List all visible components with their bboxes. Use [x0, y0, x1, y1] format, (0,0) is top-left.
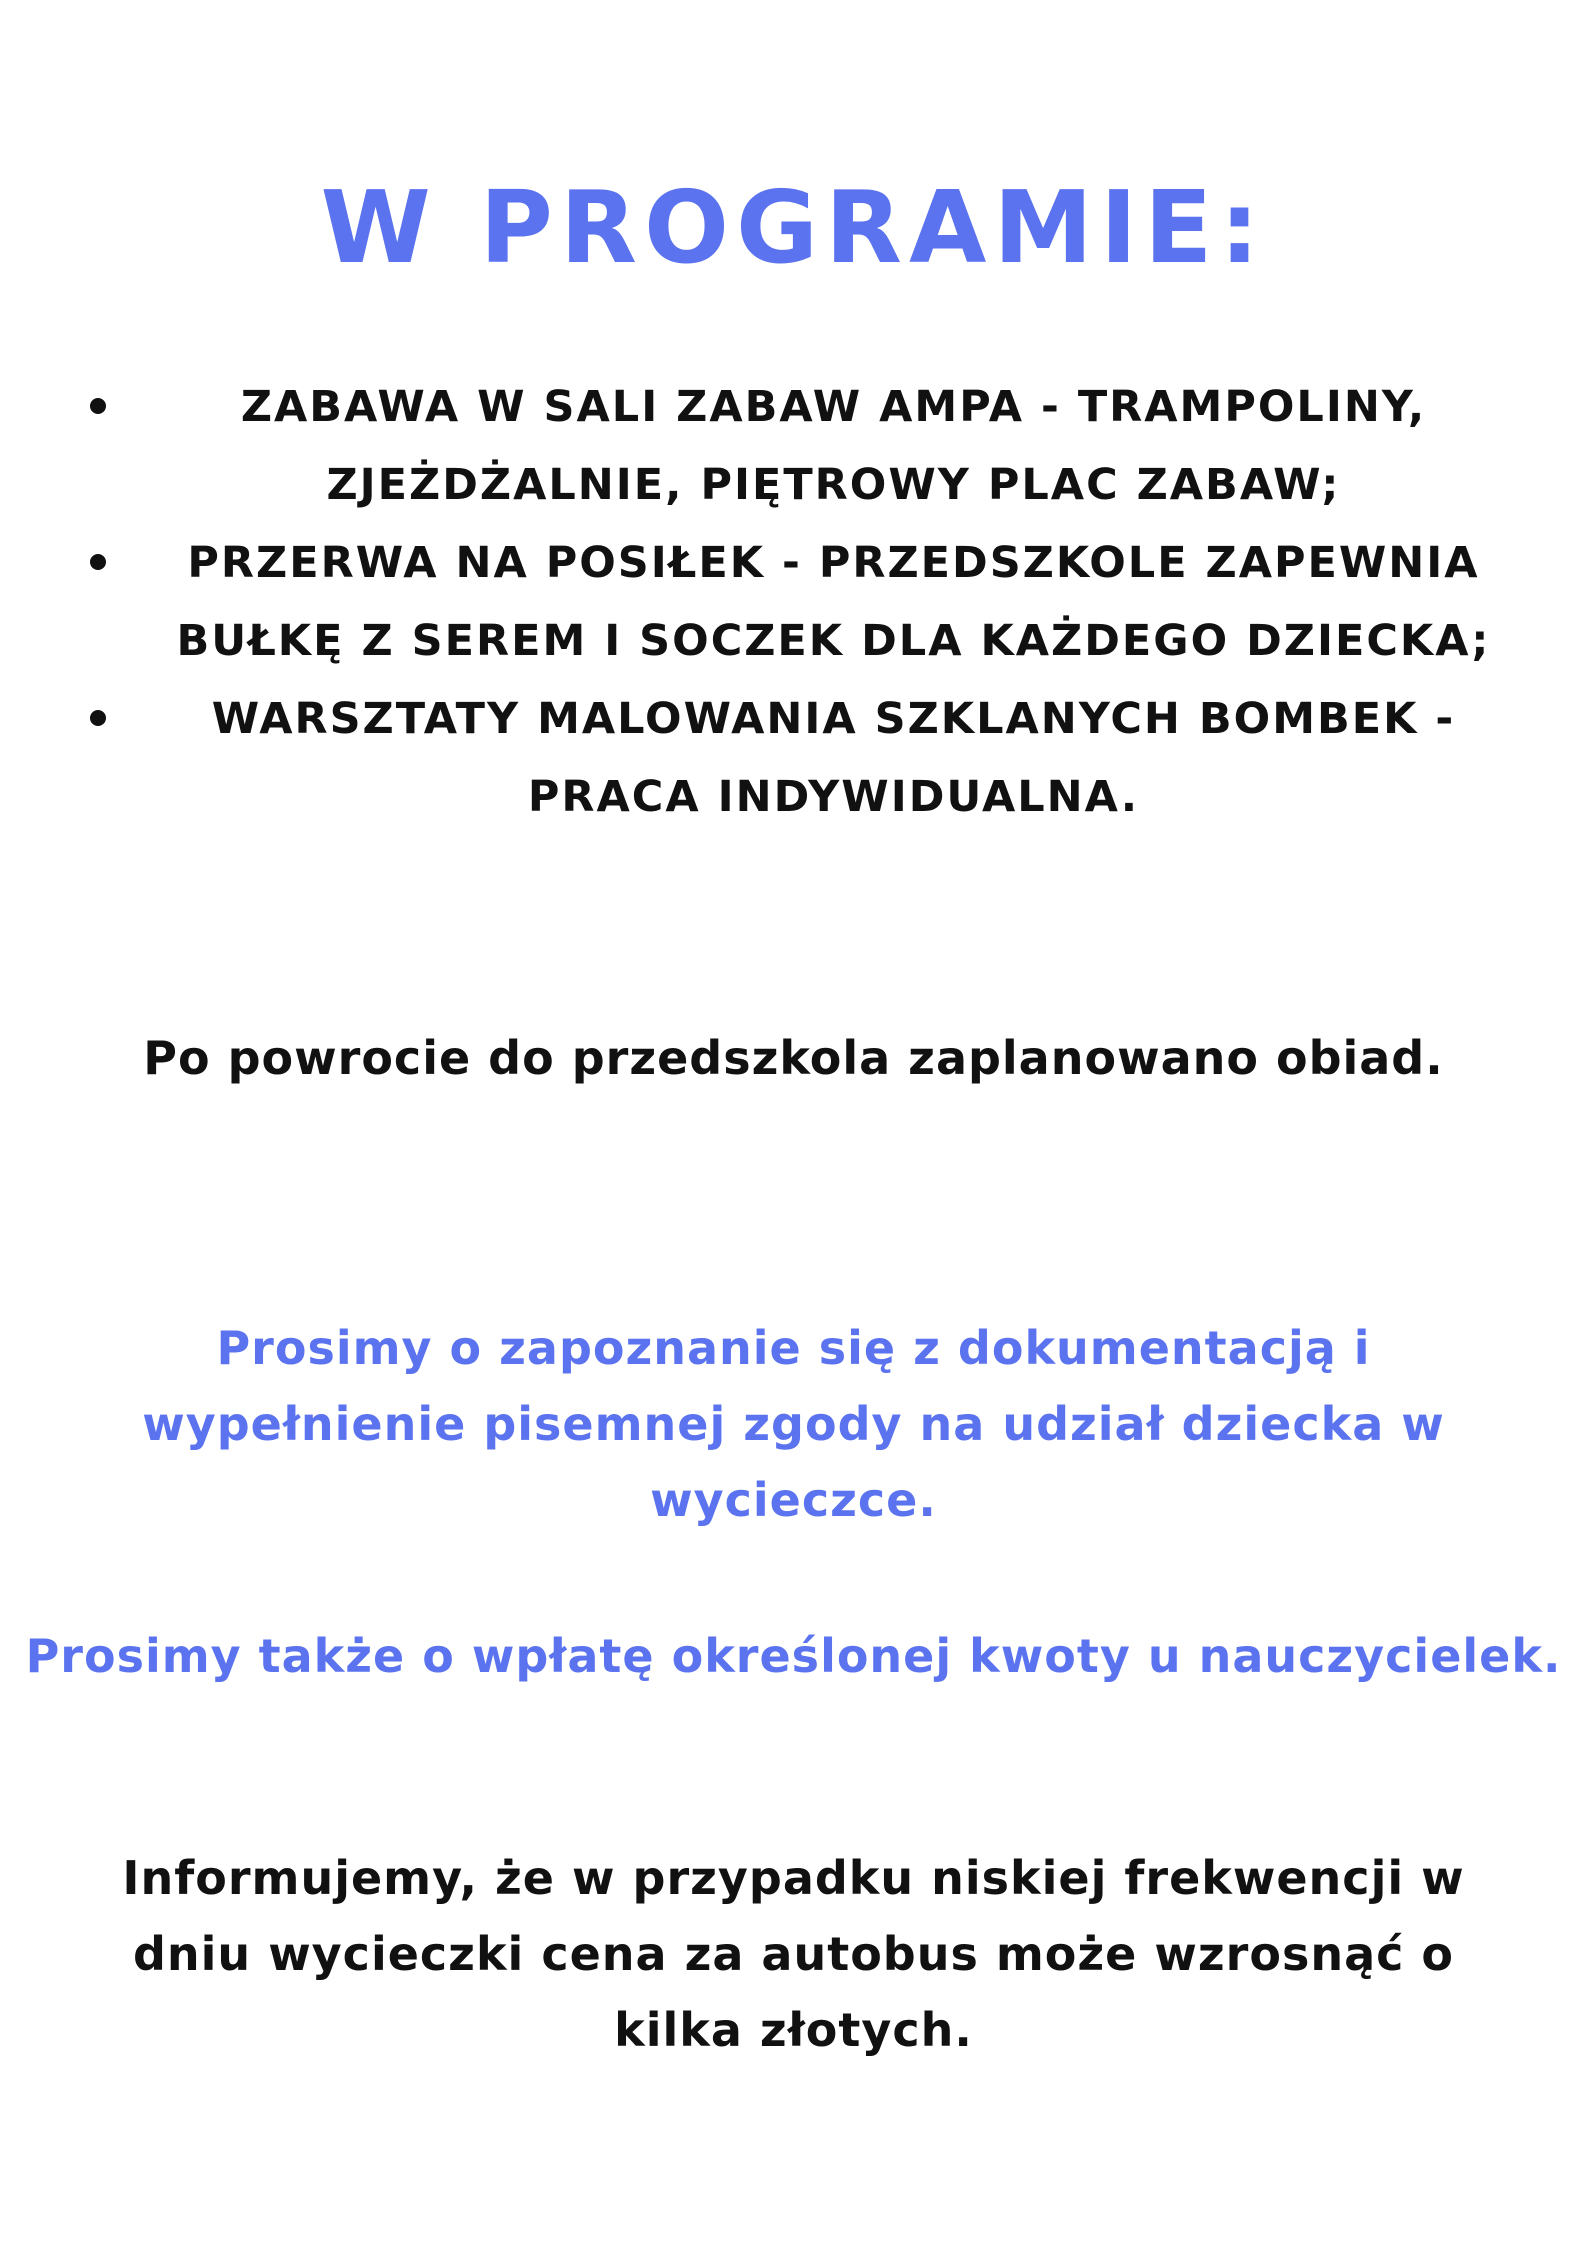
program-item: [0, 680, 1587, 836]
bullet-icon: [90, 398, 106, 414]
program-item-text: WARSZTATY MALOWANIA SZKLANYCH BOMBEK - PRACA INDYWIDUALNA.: [211, 694, 1456, 822]
program-list: [0, 368, 1587, 836]
bullet-icon: [90, 554, 106, 570]
payment-request-text: Prosimy także o wpłatę określonej kwoty u nauczycielek.: [25, 1629, 1562, 1683]
consent-request-text: Prosimy o zapoznanie się z dokumentacją i wypełnienie pisemnej zgody na udział dziecka w wycieczce.: [142, 1321, 1445, 1527]
page-title: W PROGRAMIE:: [320, 169, 1267, 286]
program-item: [0, 524, 1587, 680]
attendance-notice-text: Informujemy, że w przypadku niskiej frekwencji w dniu wycieczki cena za autobus może wzrosnąć o kilka złotych.: [122, 1851, 1465, 2057]
program-item-text: ZABAWA W SALI ZABAW AMPA - TRAMPOLINY, ZJEŻDŻALNIE, PIĘTROWY PLAC ZABAW;: [240, 382, 1427, 510]
program-item-text: PRZERWA NA POSIŁEK - PRZEDSZKOLE ZAPEWNIA BUŁKĘ Z SEREM I SOCZEK DLA KAŻDEGO DZIECKA;: [176, 538, 1491, 666]
program-item: [0, 368, 1587, 524]
after-return-text: Po powrocie do przedszkola zaplanowano obiad.: [143, 1031, 1444, 1085]
bullet-icon: [90, 710, 106, 726]
